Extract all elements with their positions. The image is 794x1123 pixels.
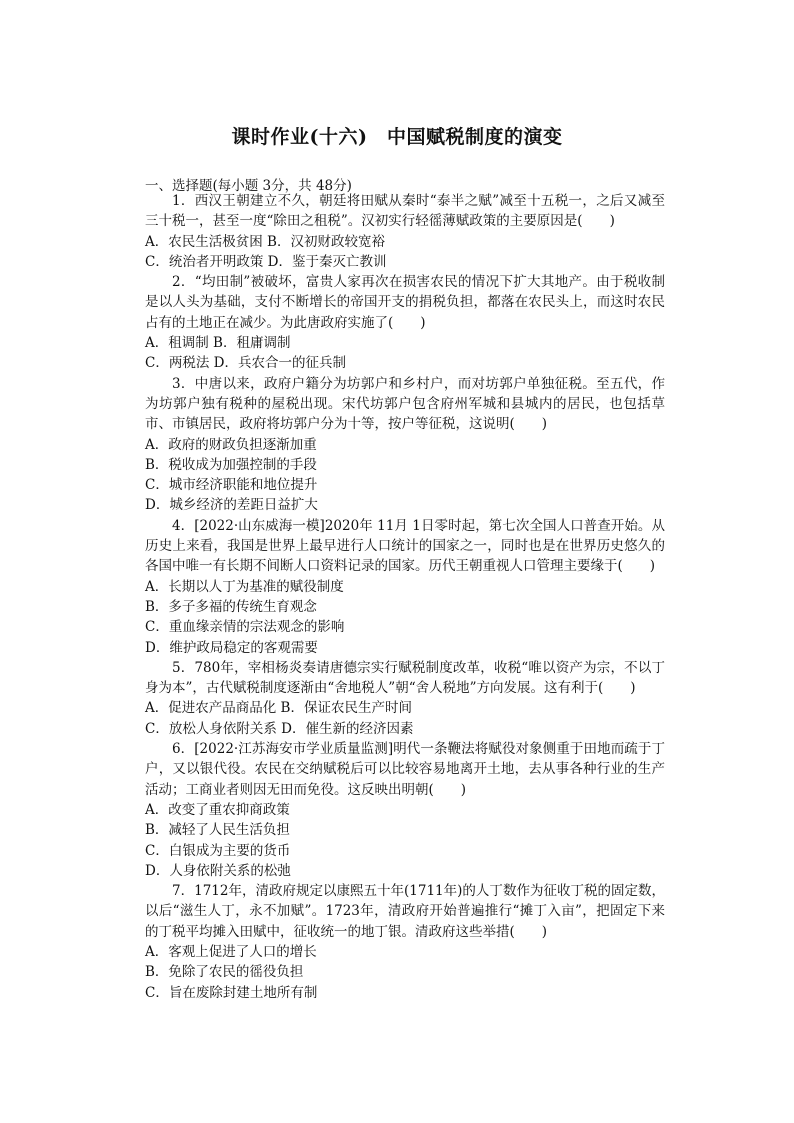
section-heading: 一、选择题(每小题 3分，共 48分) [145, 178, 352, 194]
question-stem: 7．1712年，清政府规定以康熙五十年(1711年)的人丁数作为征收丁税的固定数，以后“滋生人丁，永不加赋”。1723年，清政府开始普遍推行“摊丁入亩”，把固定下来的丁税平均摊入田赋中，征收统一的地丁银。清政府这些举措( ) [145, 883, 665, 940]
question-stem: 2．“均田制”被破坏，富贵人家再次在损害农民的情况下扩大其地产。由于税收制是以人头为基础，支付不断增长的帝国开支的捐税负担，都落在农民头上，而这时农民占有的土地正在减少。为此唐政府实施了( ) [145, 274, 665, 331]
answer-option: D．人身依附关系的松弛 [145, 862, 291, 879]
answer-option: C．两税法 D．兵农合一的征兵制 [145, 355, 346, 372]
answer-option: A．促进农产品商品化 B．保证农民生产时间 [145, 700, 412, 717]
answer-option: C．放松人身依附关系 D．催生新的经济因素 [145, 720, 414, 737]
question-item [145, 516, 665, 658]
question-stem: 3．中唐以来，政府户籍分为坊郭户和乡村户，而对坊郭户单独征税。至五代，作为坊郭户独有税种的屋税出现。宋代坊郭户包含府州军城和县城内的居民，也包括草市、市镇居民，政府将坊郭户分为十等，按户等征税，这说明( ) [145, 375, 665, 433]
answer-option: B．免除了农民的徭役负担 [145, 964, 304, 981]
answer-option: A．客观上促进了人口的增长 [145, 943, 317, 960]
answer-option: B．减轻了人民生活负担 [145, 822, 290, 839]
answer-option: A．租调制 B．租庸调制 [145, 335, 291, 352]
question-item [145, 881, 665, 1003]
question-item [145, 658, 665, 739]
answer-option: B．税收成为加强控制的手段 [145, 456, 317, 473]
answer-option: C．重血缘亲情的宗法观念的影响 [145, 619, 345, 636]
answer-option: C．旨在废除封建土地所有制 [145, 984, 318, 1001]
answer-option: D．城乡经济的差距日益扩大 [145, 497, 318, 514]
question-list [145, 191, 665, 1003]
answer-option: A．政府的财政负担逐渐加重 [145, 436, 317, 453]
page-title: 课时作业(十六) 中国赋税制度的演变 [231, 126, 563, 148]
answer-option: C．城市经济职能和地位提升 [145, 477, 318, 494]
question-stem: 4．[2022·山东威海一模]2020年 11月 1日零时起，第七次全国人口普查开始。从历史上来看，我国是世界上最早进行人口统计的国家之一，同时也是在世界历史悠久的各国中唯一有长期不间断人口资料记录的国家。历代王朝重视人口管理主要缘于( ) [145, 517, 665, 575]
question-item [145, 374, 665, 516]
answer-option: C．统治者开明政策 D．鉴于秦灭亡教训 [145, 253, 387, 270]
answer-option: B．多子多福的传统生育观念 [145, 598, 317, 615]
question-stem: 5．780年，宰相杨炎奏请唐德宗实行赋税制度改革，收税“唯以资产为宗，不以丁身为本”，古代赋税制度逐渐由“舍地税人”朝“舍人税地”方向发展。这有利于( ) [145, 659, 665, 697]
question-item [145, 272, 665, 373]
answer-option: A．长期以人丁为基准的赋役制度 [145, 578, 344, 595]
answer-option: A．农民生活极贫困 B．汉初财政较宽裕 [145, 233, 385, 250]
answer-option: A．改变了重农抑商政策 [145, 801, 290, 818]
question-item [145, 739, 665, 881]
question-item [145, 191, 665, 272]
question-stem: 6．[2022·江苏海安市学业质量监测]明代一条鞭法将赋役对象侧重于田地而疏于丁户，又以银代役。农民在交纳赋税后可以比较容易地离开土地，去从事各种行业的生产活动；工商业者则因无田而免役。这反映出明朝( ) [145, 741, 665, 798]
answer-option: D．维护政局稳定的客观需要 [145, 639, 318, 656]
answer-option: C．白银成为主要的货币 [145, 842, 291, 859]
question-stem: 1．西汉王朝建立不久，朝廷将田赋从秦时“泰半之赋”减至十五税一，之后又减至三十税一，甚至一度“除田之租税”。汉初实行轻徭薄赋政策的主要原因是( ) [145, 193, 665, 230]
